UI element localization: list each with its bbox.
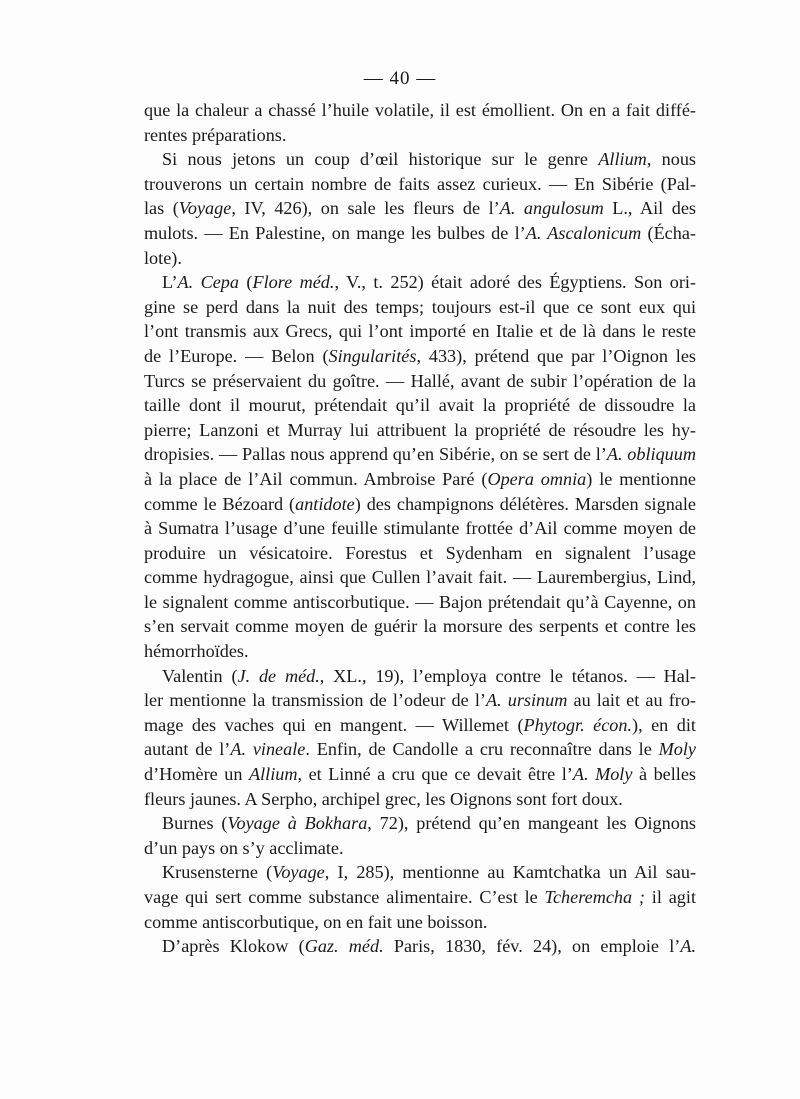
text-line — [144, 713, 696, 738]
text-segment: s’en servait comme moyen de guérir la morsure des serpents et contre les — [144, 616, 696, 637]
text-line — [144, 221, 696, 246]
text-line — [144, 246, 696, 271]
text-line — [144, 541, 696, 566]
text-segment: le signalent comme antiscorbutique. — Bajon prétendait qu’à Cayenne, on — [144, 591, 696, 612]
text-segment: L., Ail des — [603, 198, 696, 219]
text-segment: à Sumatra l’usage d’une feuille stimulante frottée d’Ail comme moyen de — [144, 518, 696, 539]
text-line — [144, 123, 696, 148]
text-line — [144, 295, 696, 320]
text-segment: hémorrhoïdes. — [144, 641, 249, 662]
text-line — [144, 688, 696, 713]
italic-text-segment: Voyage — [178, 198, 232, 219]
text-line — [144, 393, 696, 418]
text-segment: ler mentionne la transmission de l’odeur de l’ — [144, 690, 486, 711]
text-segment: mage des vaches qui en mangent. — Willemet ( — [144, 714, 524, 735]
text-line — [144, 934, 696, 959]
italic-text-segment: A. Cepa — [177, 272, 239, 293]
text-segment: produire un vésicatoire. Forestus et Sydenham en signalent l’usage — [144, 542, 696, 563]
text-segment: au lait et au fro- — [567, 690, 696, 711]
italic-text-segment: A. Moly — [572, 764, 633, 785]
italic-text-segment: A. vineale — [230, 739, 306, 760]
text-segment: . Enfin, de Candolle a cru reconnaître dans le — [305, 739, 659, 760]
text-segment: comme antiscorbutique, on en fait une boisson. — [144, 911, 488, 932]
text-line — [144, 344, 696, 369]
text-segment: vage qui sert comme substance alimentaire. C’est le — [144, 887, 545, 907]
italic-text-segment: Moly — [658, 739, 696, 760]
text-segment: il agit — [644, 887, 696, 907]
italic-text-segment: Voyage — [272, 862, 325, 883]
text-line — [144, 467, 696, 492]
text-segment: Burnes ( — [162, 813, 228, 834]
italic-text-segment: Tcheremcha ; — [544, 887, 645, 907]
text-line — [144, 737, 696, 762]
text-line — [144, 565, 696, 590]
italic-text-segment: Flore méd. — [252, 272, 335, 293]
text-segment: Turcs se préservaient du goître. — Hallé, avant de subir l’opération de la — [144, 370, 696, 391]
text-line — [144, 860, 696, 885]
text-segment: , I, 285), mentionne au Kamtchatka un Ail sau- — [324, 862, 696, 883]
text-line — [144, 516, 696, 541]
text-segment: que la chaleur a chassé l’huile volatile, il est émollient. On en a fait diffé- — [144, 100, 696, 120]
text-segment: (Écha- — [641, 222, 696, 243]
text-segment: , nous — [646, 149, 697, 170]
text-segment: , V., t. 252) était adoré des Égyptiens. Son ori- — [334, 272, 696, 293]
text-segment: l’ont transmis aux Grecs, qui l’ont importé en Italie et de là dans le reste — [144, 321, 696, 342]
text-line — [144, 492, 696, 517]
text-segment: à la place de l’Ail commun. Ambroise Paré ( — [144, 468, 488, 489]
text-segment: pierre; Lanzoni et Murray lui attribuent la propriété de résoudre les hy- — [144, 419, 696, 440]
text-line — [144, 639, 696, 664]
text-segment: de l’Europe. — Belon ( — [144, 345, 329, 366]
text-segment: taille dont il mourut, prétendait qu’il avait la propriété de dissoudre la — [144, 395, 696, 416]
text-line — [144, 762, 696, 787]
text-segment: , XL., 19), l’employa contre le tétanos. — Hal- — [319, 665, 696, 686]
text-segment: las ( — [144, 198, 179, 219]
text-line — [144, 369, 696, 394]
text-segment: Paris, 1830, fév. 24), on emploie l’ — [383, 936, 681, 957]
text-segment: d’un pays on s’y acclimate. — [144, 837, 344, 858]
italic-text-segment: A. — [680, 936, 696, 957]
italic-text-segment: A. ursinum — [485, 690, 568, 711]
italic-text-segment: A. Ascalonicum — [525, 222, 642, 243]
text-segment: Krusensterne ( — [162, 862, 273, 883]
text-segment: fleurs jaunes. A Serpho, archipel grec, les Oignons sont fort doux. — [144, 788, 623, 809]
italic-text-segment: Opera omnia — [487, 468, 587, 489]
text-segment: comme hydragogue, ainsi que Cullen l’avait fait. — Laurembergius, Lind, — [144, 567, 696, 588]
text-line — [144, 196, 696, 221]
italic-text-segment: Voyage à Bokhara — [227, 813, 368, 834]
italic-text-segment: A. obliquum — [606, 444, 696, 465]
italic-text-segment: Allium — [598, 149, 647, 170]
text-segment: , 433), prétend que par l’Oignon les — [416, 345, 697, 366]
text-segment: lote). — [144, 247, 182, 268]
text-line — [144, 910, 696, 935]
text-line — [144, 664, 696, 689]
italic-text-segment: Gaz. méd. — [304, 936, 384, 957]
text-segment: , et Linné a cru que ce devait être l’ — [297, 764, 573, 785]
italic-text-segment: J. de méd. — [237, 665, 320, 686]
body-text — [144, 98, 696, 959]
text-line — [144, 836, 696, 861]
text-segment: , 72), prétend qu’en mangeant les Oignons — [367, 813, 697, 834]
text-line — [144, 811, 696, 836]
text-segment: Si nous jetons un coup d’œil historique sur le genre — [162, 149, 599, 170]
text-segment: ) des champignons délétères. Marsden signale — [354, 493, 696, 514]
text-line — [144, 172, 696, 197]
text-line — [144, 319, 696, 344]
text-segment: ) le mentionne — [586, 468, 696, 489]
text-segment: , IV, 426), on sale les fleurs de l’ — [231, 198, 500, 219]
italic-text-segment: A. angulosum — [499, 198, 604, 219]
text-segment: ( — [238, 272, 253, 293]
text-segment: à belles — [632, 764, 696, 785]
italic-text-segment: Singularités — [328, 345, 417, 366]
italic-text-segment: Allium — [248, 764, 298, 785]
text-segment: gine se perd dans la nuit des temps; toujours est-il que ce sont eux qui — [144, 296, 696, 317]
text-line — [144, 98, 696, 123]
text-segment: d’Homère un — [144, 764, 249, 785]
text-line — [144, 418, 696, 443]
italic-text-segment: antidote — [295, 493, 355, 514]
text-segment: Valentin ( — [162, 665, 238, 686]
text-segment: D’après Klokow ( — [162, 936, 305, 957]
text-line — [144, 787, 696, 812]
text-segment: autant de l’ — [144, 739, 231, 760]
text-segment: dropisies. — Pallas nous apprend qu’en Sibérie, on se sert de l’ — [144, 444, 607, 465]
text-segment: comme le Bézoard ( — [144, 493, 296, 514]
text-segment: rentes préparations. — [144, 124, 287, 145]
text-line — [144, 270, 696, 295]
text-segment: L’ — [162, 272, 178, 293]
text-line — [144, 590, 696, 615]
text-segment: mulots. — En Palestine, on mange les bulbes de l’ — [144, 222, 526, 243]
text-segment: trouverons un certain nombre de faits assez curieux. — En Sibérie (Pal- — [144, 173, 696, 194]
text-segment: ), en dit — [632, 714, 696, 735]
page-number: — 40 — — [363, 68, 437, 89]
text-line — [144, 147, 696, 172]
text-line — [144, 442, 696, 467]
italic-text-segment: Phytogr. écon. — [523, 714, 633, 735]
text-line — [144, 885, 696, 910]
text-line — [144, 614, 696, 639]
